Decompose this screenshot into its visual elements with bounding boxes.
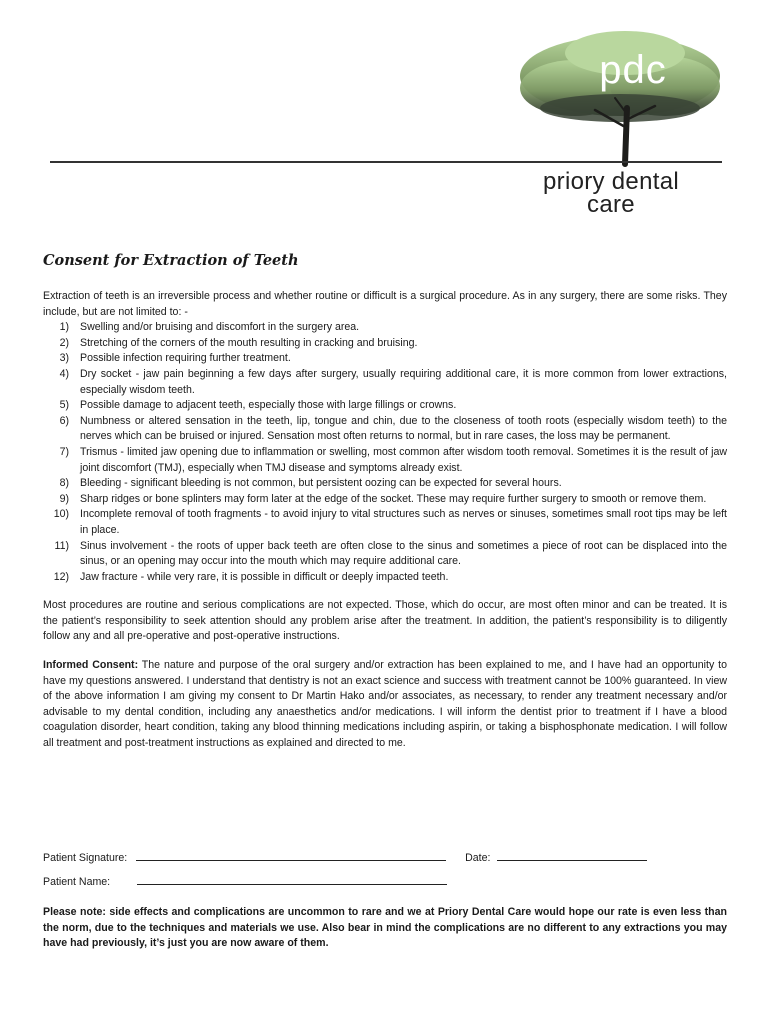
risk-item: [43, 398, 727, 414]
risk-number: 6): [59, 414, 69, 427]
risk-text: Trismus - limited jaw opening due to inflammation or swelling, most common after wisdom tooth removal. Sometimes it is the result of jaw joint discomfort (TMJ), especially when TMJ disease and symptoms already exist.: [80, 445, 727, 474]
risk-number: 1): [59, 321, 69, 334]
risk-number: 12): [53, 570, 69, 583]
header-rule: [50, 161, 722, 163]
patient-name-row: [43, 873, 447, 888]
document-body: [43, 289, 727, 752]
risk-item: [43, 336, 727, 352]
date-field[interactable]: [497, 849, 647, 861]
risk-number: 5): [59, 399, 69, 412]
risk-number: 8): [59, 477, 69, 490]
risk-text: Bleeding - significant bleeding is not common, but persistent oozing can be expected for several hours.: [80, 477, 562, 490]
informed-consent-label: Informed Consent:: [43, 659, 139, 672]
risk-text: Possible damage to adjacent teeth, especially those with large fillings or crowns.: [80, 399, 457, 412]
risk-list: [43, 320, 727, 585]
informed-consent-paragraph: [43, 658, 727, 752]
risk-number: 2): [59, 336, 69, 349]
risk-item: [43, 414, 727, 445]
brand-line-1: priory dental: [543, 168, 679, 195]
risk-number: 7): [59, 445, 69, 458]
patient-name-label: Patient Name:: [43, 876, 111, 888]
risk-text: Sinus involvement - the roots of upper back teeth are often close to the sinus and sometimes a piece of root can be displaced into the sinus, or an opening may occur into the mouth which may require additional care.: [80, 539, 727, 568]
risk-text: Possible infection requiring further treatment.: [80, 352, 291, 365]
risk-text: Sharp ridges or bone splinters may form later at the edge of the socket. These may require further surgery to smooth or remove them.: [80, 492, 707, 505]
risk-item: [43, 476, 727, 492]
risk-number: 9): [59, 492, 69, 505]
risk-number: 11): [54, 539, 69, 552]
risk-text: Swelling and/or bruising and discomfort in the surgery area.: [80, 321, 360, 334]
tree-logo: [515, 28, 725, 168]
risk-text: Jaw fracture - while very rare, it is possible in difficult or deeply impacted teeth.: [80, 570, 449, 583]
risk-text: Stretching of the corners of the mouth resulting in cracking and bruising.: [80, 336, 418, 349]
patient-signature-label: Patient Signature:: [43, 852, 128, 864]
intro-paragraph: Extraction of teeth is an irreversible process and whether routine or difficult is a surgical procedure. As in any surgery, there are some risks. They include, but are not limited to: -: [43, 290, 727, 318]
risk-item: [43, 539, 727, 570]
risk-text: Incomplete removal of tooth fragments - to avoid injury to vital structures such as nerves or sinuses, sometimes small root tips may be left in place.: [80, 508, 727, 536]
risk-item: [43, 320, 727, 336]
signature-row: [43, 849, 647, 864]
document-title: Consent for Extraction of Teeth: [43, 252, 299, 269]
procedures-paragraph: Most procedures are routine and serious complications are not expected. Those, which do occur, are most often minor and can be treated. It is the patient’s responsibility to seek attention should any problem arise after the treatment. In addition, the patient’s responsibility is to diligently follow any and all pre-operative and post-operative instructions.: [43, 599, 727, 643]
risk-item: [43, 492, 727, 508]
brand-name: [500, 170, 722, 216]
risk-number: 4): [59, 367, 69, 380]
informed-consent-text: The nature and purpose of the oral surgery and/or extraction has been explained to me, and I have had an opportunity to have my questions answered. I understand that dentistry is not an exact science and success with treatment cannot be 100% guaranteed. In view of the above information I am giving my consent to Dr Martin Hako and/or associates, as necessary, to render any treatment necessary and/or advisable to my dental condition, including any anaesthetics and/or medications. I will inform the dentist prior to treatment if I have a blood coagulation disorder, heart condition, taking any blood thinning medications including aspirin, or taking a bisphosphonate medication. I will follow all treatment and post-treatment instructions as explained and directed to me.: [43, 659, 727, 750]
risk-text: Dry socket - jaw pain beginning a few days after surgery, usually requiring additional care, it is more common from lower extractions, especially wisdom teeth.: [80, 367, 727, 396]
risk-text: Numbness or altered sensation in the teeth, lip, tongue and chin, due to the closeness of tooth roots (especially wisdom teeth) to the nerves which can be bruised or injured. Sensation most often returns to normal, but in rare cases, the loss may be permanent.: [80, 414, 727, 443]
risk-number: 3): [59, 352, 69, 365]
risk-item: [43, 507, 727, 538]
patient-name-field[interactable]: [137, 873, 447, 885]
please-note-paragraph: Please note: side effects and complications are uncommon to rare and we at Priory Dental Care would hope our rate is even less than the norm, due to the techniques and materials we use. Also bear in mind the complications are no different to any extractions you may have had previously, it’s just you are now aware of them.: [43, 906, 727, 950]
risk-number: 10): [53, 508, 69, 521]
date-label: Date:: [465, 852, 491, 864]
risk-item: [43, 570, 727, 586]
risk-item: [43, 445, 727, 476]
risk-item: [43, 351, 727, 367]
brand-line-2: care: [587, 191, 635, 218]
risk-item: [43, 367, 727, 398]
patient-signature-field[interactable]: [136, 849, 446, 861]
logo-letters: pdc: [599, 48, 667, 92]
